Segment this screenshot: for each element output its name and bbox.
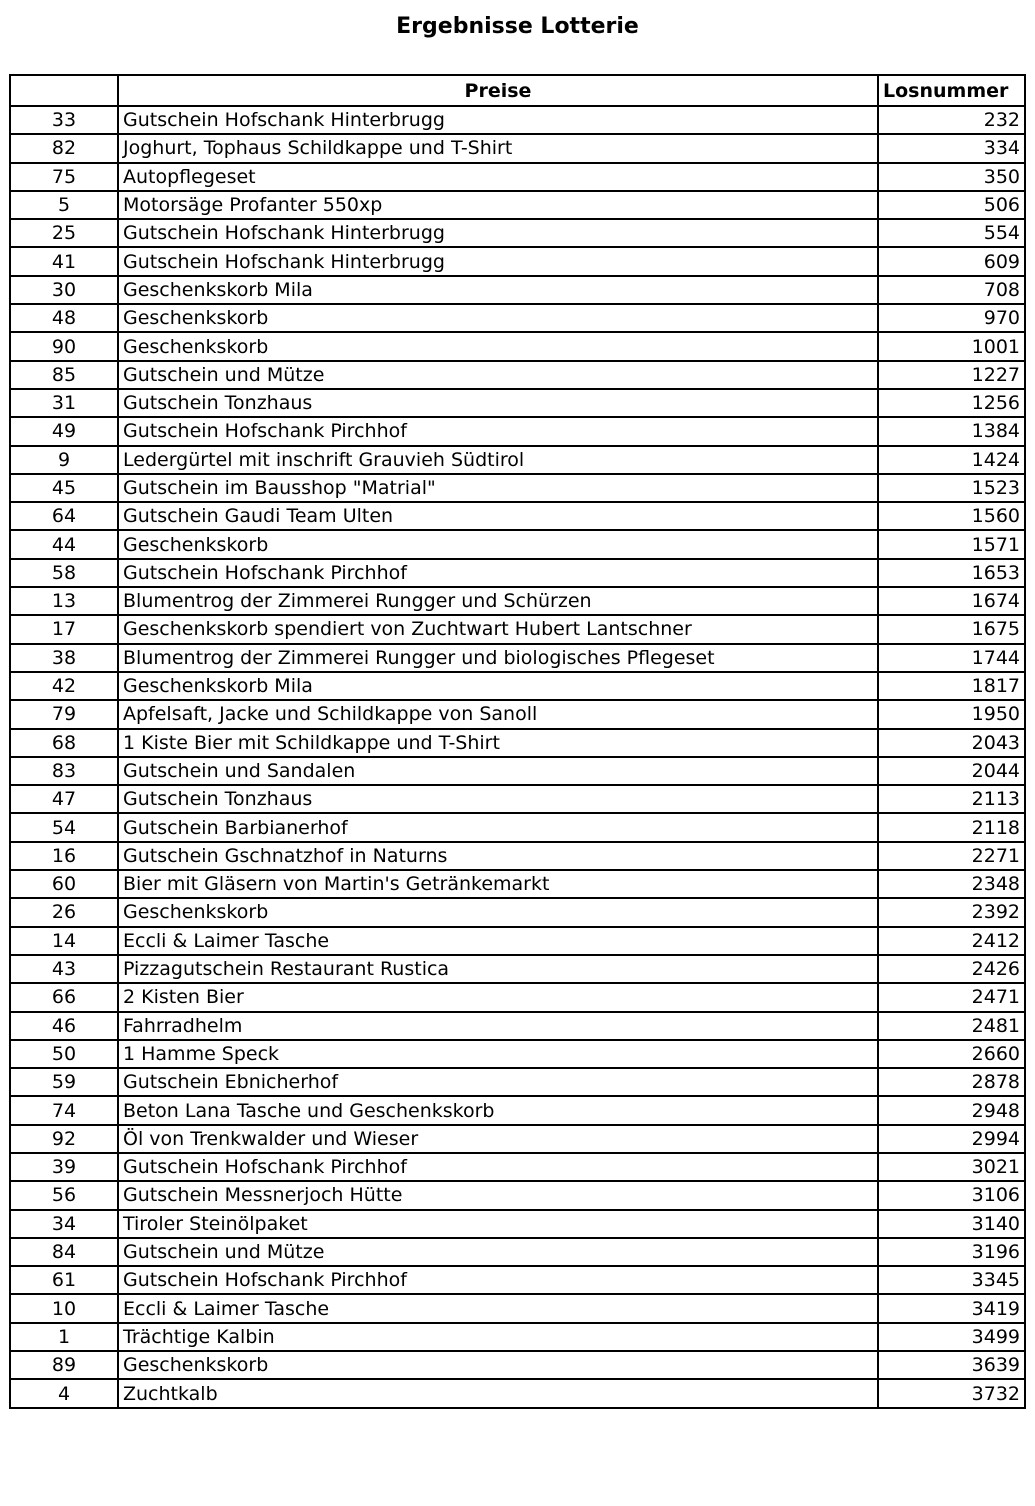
page-title: Ergebnisse Lotterie — [396, 14, 639, 39]
ticket-number-cell: 2948 — [878, 1096, 1025, 1124]
ticket-number-cell: 2348 — [878, 870, 1025, 898]
table-row — [10, 1323, 1025, 1351]
prize-number-cell: 68 — [10, 729, 118, 757]
ticket-number-cell: 3021 — [878, 1153, 1025, 1181]
table-row — [10, 955, 1025, 983]
prize-number-cell: 45 — [10, 474, 118, 502]
prize-number-cell: 30 — [10, 276, 118, 304]
ticket-number-cell: 2481 — [878, 1012, 1025, 1040]
table-row — [10, 1153, 1025, 1181]
table-row — [10, 1040, 1025, 1068]
header-prizes: Preise — [118, 75, 878, 106]
ticket-number-cell: 3196 — [878, 1238, 1025, 1266]
prize-number-cell: 85 — [10, 361, 118, 389]
prize-description-cell: Gutschein und Mütze — [118, 1238, 878, 1266]
prize-description-cell: Pizzagutschein Restaurant Rustica — [118, 955, 878, 983]
prize-number-cell: 66 — [10, 983, 118, 1011]
prize-number-cell: 74 — [10, 1096, 118, 1124]
table-row — [10, 813, 1025, 841]
table-header-row — [10, 75, 1025, 106]
prize-description-cell: 2 Kisten Bier — [118, 983, 878, 1011]
table-row — [10, 870, 1025, 898]
table-row — [10, 1238, 1025, 1266]
prize-number-cell: 58 — [10, 559, 118, 587]
ticket-number-cell: 1950 — [878, 700, 1025, 728]
table-row — [10, 163, 1025, 191]
ticket-number-cell: 708 — [878, 276, 1025, 304]
ticket-number-cell: 554 — [878, 219, 1025, 247]
table-body — [10, 106, 1025, 1408]
prize-description-cell: Gutschein Barbianerhof — [118, 813, 878, 841]
prize-number-cell: 10 — [10, 1294, 118, 1322]
prize-number-cell: 42 — [10, 672, 118, 700]
prize-description-cell: Zuchtkalb — [118, 1379, 878, 1407]
prize-number-cell: 61 — [10, 1266, 118, 1294]
ticket-number-cell: 232 — [878, 106, 1025, 134]
prize-description-cell: Gutschein Gschnatzhof in Naturns — [118, 842, 878, 870]
ticket-number-cell: 2412 — [878, 927, 1025, 955]
table-row — [10, 559, 1025, 587]
prize-description-cell: Gutschein im Bausshop "Matrial" — [118, 474, 878, 502]
prize-description-cell: Gutschein Hofschank Hinterbrugg — [118, 106, 878, 134]
prize-description-cell: Gutschein und Sandalen — [118, 757, 878, 785]
table-row — [10, 304, 1025, 332]
prize-number-cell: 56 — [10, 1181, 118, 1209]
prize-number-cell: 54 — [10, 813, 118, 841]
prize-description-cell: Geschenkskorb Mila — [118, 672, 878, 700]
ticket-number-cell: 1424 — [878, 446, 1025, 474]
table-row — [10, 1294, 1025, 1322]
prize-number-cell: 50 — [10, 1040, 118, 1068]
prize-description-cell: Fahrradhelm — [118, 1012, 878, 1040]
prize-description-cell: Bier mit Gläsern von Martin's Getränkemarkt — [118, 870, 878, 898]
table-row — [10, 219, 1025, 247]
ticket-number-cell: 1744 — [878, 644, 1025, 672]
ticket-number-cell: 2471 — [878, 983, 1025, 1011]
prize-description-cell: Gutschein Gaudi Team Ulten — [118, 502, 878, 530]
ticket-number-cell: 3419 — [878, 1294, 1025, 1322]
ticket-number-cell: 350 — [878, 163, 1025, 191]
prize-description-cell: Geschenkskorb — [118, 1351, 878, 1379]
prize-description-cell: Gutschein Hofschank Hinterbrugg — [118, 247, 878, 275]
table-row — [10, 1096, 1025, 1124]
prize-description-cell: Blumentrog der Zimmerei Rungger und biologisches Pflegeset — [118, 644, 878, 672]
prize-number-cell: 25 — [10, 219, 118, 247]
prize-number-cell: 47 — [10, 785, 118, 813]
prize-number-cell: 4 — [10, 1379, 118, 1407]
prize-description-cell: Geschenkskorb — [118, 304, 878, 332]
prize-description-cell: Gutschein Hofschank Hinterbrugg — [118, 219, 878, 247]
prize-number-cell: 34 — [10, 1210, 118, 1238]
prize-description-cell: Eccli & Laimer Tasche — [118, 1294, 878, 1322]
prize-description-cell: Gutschein Hofschank Pirchhof — [118, 1153, 878, 1181]
prize-number-cell: 90 — [10, 332, 118, 360]
prize-description-cell: Geschenkskorb — [118, 530, 878, 558]
ticket-number-cell: 2043 — [878, 729, 1025, 757]
lottery-results-table — [9, 74, 1026, 1409]
table-row — [10, 106, 1025, 134]
ticket-number-cell: 2113 — [878, 785, 1025, 813]
ticket-number-cell: 2271 — [878, 842, 1025, 870]
prize-number-cell: 79 — [10, 700, 118, 728]
prize-description-cell: Autopflegeset — [118, 163, 878, 191]
prize-description-cell: Gutschein Messnerjoch Hütte — [118, 1181, 878, 1209]
prize-number-cell: 48 — [10, 304, 118, 332]
prize-description-cell: Gutschein Ebnicherhof — [118, 1068, 878, 1096]
table-row — [10, 672, 1025, 700]
prize-description-cell: Motorsäge Profanter 550xp — [118, 191, 878, 219]
table-row — [10, 502, 1025, 530]
table-row — [10, 361, 1025, 389]
ticket-number-cell: 1653 — [878, 559, 1025, 587]
header-number — [10, 75, 118, 106]
prize-number-cell: 44 — [10, 530, 118, 558]
prize-description-cell: Apfelsaft, Jacke und Schildkappe von Sanoll — [118, 700, 878, 728]
prize-number-cell: 14 — [10, 927, 118, 955]
ticket-number-cell: 334 — [878, 134, 1025, 162]
ticket-number-cell: 2878 — [878, 1068, 1025, 1096]
ticket-number-cell: 1571 — [878, 530, 1025, 558]
table-row — [10, 898, 1025, 926]
table-row — [10, 644, 1025, 672]
prize-number-cell: 16 — [10, 842, 118, 870]
table-row — [10, 1068, 1025, 1096]
table-row — [10, 700, 1025, 728]
table-row — [10, 1181, 1025, 1209]
ticket-number-cell: 3499 — [878, 1323, 1025, 1351]
prize-description-cell: 1 Kiste Bier mit Schildkappe und T-Shirt — [118, 729, 878, 757]
prize-number-cell: 92 — [10, 1125, 118, 1153]
prize-number-cell: 9 — [10, 446, 118, 474]
prize-description-cell: Geschenkskorb spendiert von Zuchtwart Hubert Lantschner — [118, 615, 878, 643]
table-row — [10, 927, 1025, 955]
table-row — [10, 587, 1025, 615]
prize-number-cell: 64 — [10, 502, 118, 530]
ticket-number-cell: 3639 — [878, 1351, 1025, 1379]
prize-number-cell: 1 — [10, 1323, 118, 1351]
prize-number-cell: 75 — [10, 163, 118, 191]
prize-description-cell: Eccli & Laimer Tasche — [118, 927, 878, 955]
ticket-number-cell: 1256 — [878, 389, 1025, 417]
table-row — [10, 1351, 1025, 1379]
table-row — [10, 276, 1025, 304]
prize-number-cell: 82 — [10, 134, 118, 162]
table-row — [10, 1210, 1025, 1238]
prize-description-cell: Beton Lana Tasche und Geschenkskorb — [118, 1096, 878, 1124]
ticket-number-cell: 3140 — [878, 1210, 1025, 1238]
table-row — [10, 842, 1025, 870]
prize-description-cell: 1 Hamme Speck — [118, 1040, 878, 1068]
prize-number-cell: 13 — [10, 587, 118, 615]
table-row — [10, 191, 1025, 219]
table-row — [10, 1012, 1025, 1040]
ticket-number-cell: 1001 — [878, 332, 1025, 360]
prize-number-cell: 5 — [10, 191, 118, 219]
prize-description-cell: Gutschein Tonzhaus — [118, 785, 878, 813]
prize-description-cell: Öl von Trenkwalder und Wieser — [118, 1125, 878, 1153]
ticket-number-cell: 1523 — [878, 474, 1025, 502]
prize-description-cell: Gutschein Hofschank Pirchhof — [118, 559, 878, 587]
prize-description-cell: Gutschein Hofschank Pirchhof — [118, 1266, 878, 1294]
table-row — [10, 1379, 1025, 1407]
table-row — [10, 134, 1025, 162]
ticket-number-cell: 1384 — [878, 417, 1025, 445]
ticket-number-cell: 2044 — [878, 757, 1025, 785]
table-row — [10, 474, 1025, 502]
ticket-number-cell: 1227 — [878, 361, 1025, 389]
ticket-number-cell: 3345 — [878, 1266, 1025, 1294]
prize-description-cell: Joghurt, Tophaus Schildkappe und T-Shirt — [118, 134, 878, 162]
ticket-number-cell: 609 — [878, 247, 1025, 275]
prize-number-cell: 41 — [10, 247, 118, 275]
prize-description-cell: Gutschein Tonzhaus — [118, 389, 878, 417]
ticket-number-cell: 1675 — [878, 615, 1025, 643]
ticket-number-cell: 1674 — [878, 587, 1025, 615]
table-row — [10, 1266, 1025, 1294]
ticket-number-cell: 3106 — [878, 1181, 1025, 1209]
table-row — [10, 1125, 1025, 1153]
ticket-number-cell: 506 — [878, 191, 1025, 219]
table-row — [10, 530, 1025, 558]
table-row — [10, 785, 1025, 813]
prize-number-cell: 39 — [10, 1153, 118, 1181]
prize-description-cell: Geschenkskorb Mila — [118, 276, 878, 304]
prize-number-cell: 83 — [10, 757, 118, 785]
table-row — [10, 247, 1025, 275]
prize-number-cell: 33 — [10, 106, 118, 134]
prize-number-cell: 89 — [10, 1351, 118, 1379]
table-row — [10, 389, 1025, 417]
prize-number-cell: 38 — [10, 644, 118, 672]
prize-number-cell: 60 — [10, 870, 118, 898]
prize-description-cell: Geschenkskorb — [118, 332, 878, 360]
prize-description-cell: Geschenkskorb — [118, 898, 878, 926]
ticket-number-cell: 2118 — [878, 813, 1025, 841]
table-row — [10, 446, 1025, 474]
ticket-number-cell: 1817 — [878, 672, 1025, 700]
prize-description-cell: Gutschein und Mütze — [118, 361, 878, 389]
prize-description-cell: Trächtige Kalbin — [118, 1323, 878, 1351]
prize-number-cell: 84 — [10, 1238, 118, 1266]
prize-number-cell: 26 — [10, 898, 118, 926]
table-row — [10, 729, 1025, 757]
prize-number-cell: 46 — [10, 1012, 118, 1040]
prize-description-cell: Ledergürtel mit inschrift Grauvieh Südtirol — [118, 446, 878, 474]
prize-number-cell: 49 — [10, 417, 118, 445]
prize-number-cell: 31 — [10, 389, 118, 417]
prize-number-cell: 43 — [10, 955, 118, 983]
prize-description-cell: Gutschein Hofschank Pirchhof — [118, 417, 878, 445]
table-row — [10, 417, 1025, 445]
table-row — [10, 983, 1025, 1011]
table-row — [10, 332, 1025, 360]
ticket-number-cell: 1560 — [878, 502, 1025, 530]
table-row — [10, 757, 1025, 785]
ticket-number-cell: 3732 — [878, 1379, 1025, 1407]
ticket-number-cell: 2994 — [878, 1125, 1025, 1153]
ticket-number-cell: 2426 — [878, 955, 1025, 983]
prize-number-cell: 17 — [10, 615, 118, 643]
table-row — [10, 615, 1025, 643]
prize-number-cell: 59 — [10, 1068, 118, 1096]
ticket-number-cell: 2660 — [878, 1040, 1025, 1068]
ticket-number-cell: 2392 — [878, 898, 1025, 926]
prize-description-cell: Blumentrog der Zimmerei Rungger und Schürzen — [118, 587, 878, 615]
ticket-number-cell: 970 — [878, 304, 1025, 332]
prize-description-cell: Tiroler Steinölpaket — [118, 1210, 878, 1238]
header-ticket-number: Losnummer — [878, 75, 1025, 106]
